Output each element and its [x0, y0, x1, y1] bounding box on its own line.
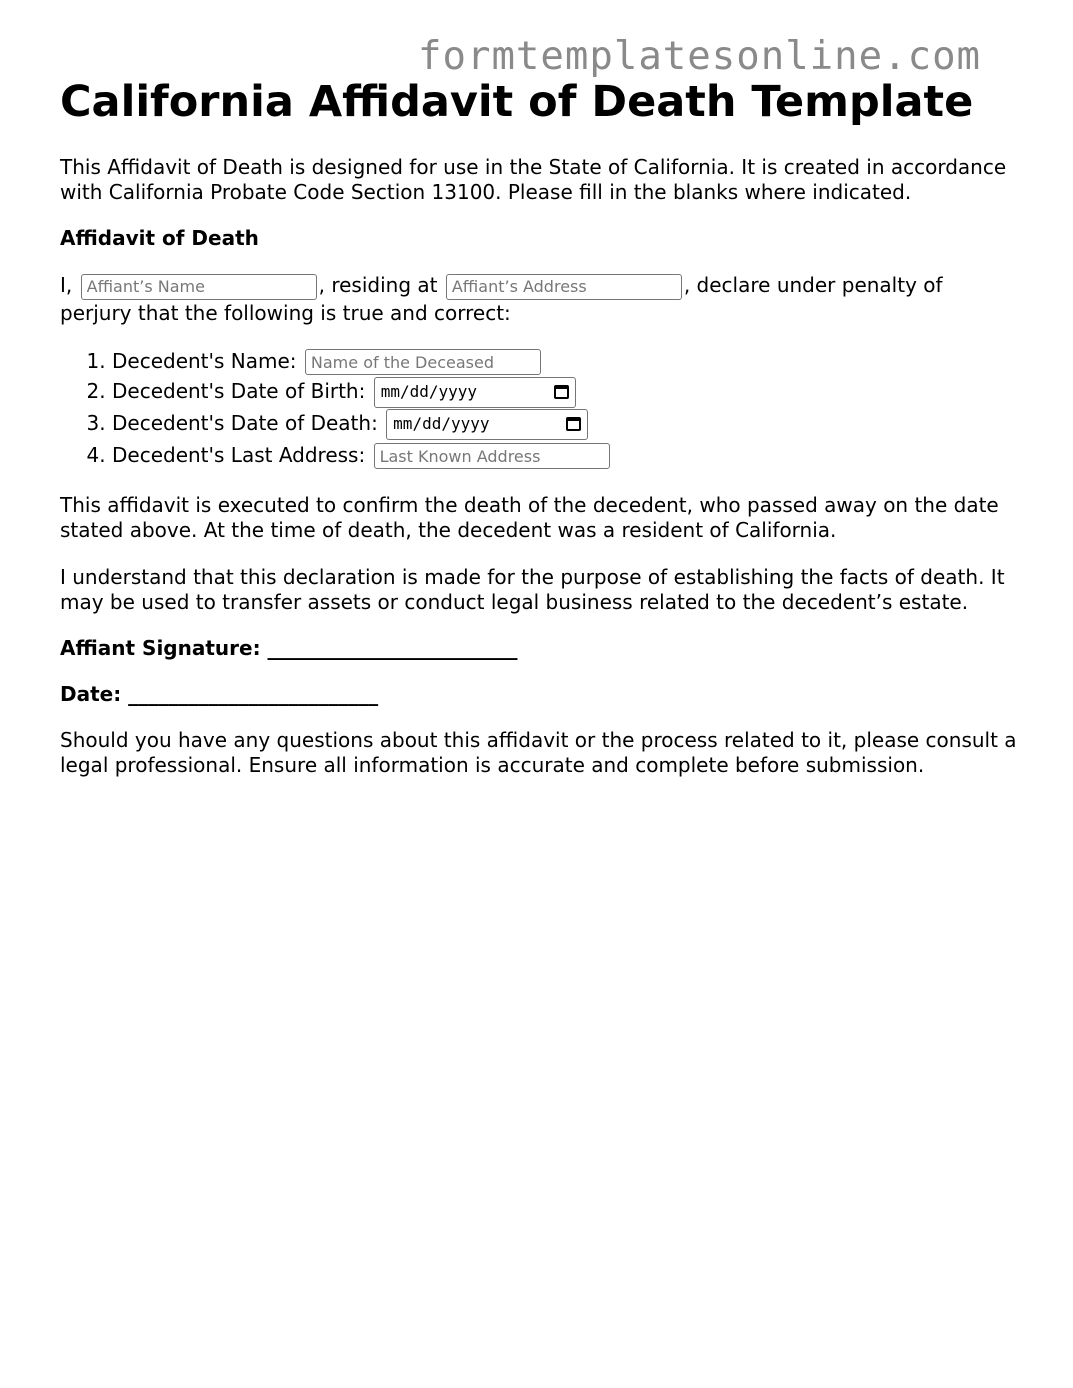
- affiant-address-input[interactable]: [446, 274, 682, 300]
- purpose-paragraph: I understand that this declaration is made for the purpose of establishing the facts of death. It may be used to transfer assets or conduct legal business related to the decedent’s estate.: [60, 564, 1005, 614]
- declaration-suffix: , declare under penalty of perjury that the following is true and correct:: [60, 273, 943, 325]
- decedent-death-date-input[interactable]: [386, 409, 588, 440]
- intro-paragraph: This Affidavit of Death is designed for use in the State of California. It is created in accordance with California Probate Code Section 13100. Please fill in the blanks where indicated.: [60, 155, 1007, 204]
- page-title: California Affidavit of Death Template: [60, 77, 974, 127]
- affiant-signature-line: Affiant Signature: _________________________: [60, 635, 518, 660]
- date-format-text: mm/dd/yyyy: [380, 382, 478, 401]
- decedent-details-list: [60, 346, 1020, 470]
- list-item: [112, 408, 1020, 440]
- list-item: [112, 346, 1020, 376]
- document-page: [60, 76, 1020, 778]
- calendar-icon[interactable]: [566, 417, 581, 431]
- decedent-death-date-label: Decedent's Date of Death:: [112, 410, 378, 435]
- affiant-name-input[interactable]: [81, 274, 317, 300]
- declaration-prefix: I,: [60, 273, 73, 297]
- decedent-last-address-label: Decedent's Last Address:: [112, 442, 366, 467]
- decedent-birth-date-input[interactable]: [374, 377, 576, 408]
- watermark: formtemplatesonline.com: [418, 34, 982, 79]
- list-item: [112, 440, 1020, 470]
- list-item: [112, 376, 1020, 408]
- decedent-birth-date-label: Decedent's Date of Birth:: [112, 378, 366, 403]
- signature-date-line: Date: _________________________: [60, 681, 379, 706]
- closing-paragraph: Should you have any questions about this affidavit or the process related to it, please consult a legal professional. Ensure all information is accurate and complete before submission.: [60, 727, 1017, 777]
- section-title: Affidavit of Death: [60, 226, 259, 250]
- decedent-last-address-input[interactable]: [374, 443, 610, 469]
- decedent-name-label: Decedent's Name:: [112, 348, 297, 373]
- declaration-paragraph: [60, 272, 1020, 327]
- confirmation-paragraph: This affidavit is executed to confirm the death of the decedent, who passed away on the date stated above. At the time of death, the decedent was a resident of California.: [60, 492, 999, 542]
- declaration-middle: , residing at: [318, 273, 438, 297]
- decedent-name-input[interactable]: [305, 349, 541, 375]
- calendar-icon[interactable]: [554, 385, 569, 399]
- date-format-text: mm/dd/yyyy: [393, 414, 490, 433]
